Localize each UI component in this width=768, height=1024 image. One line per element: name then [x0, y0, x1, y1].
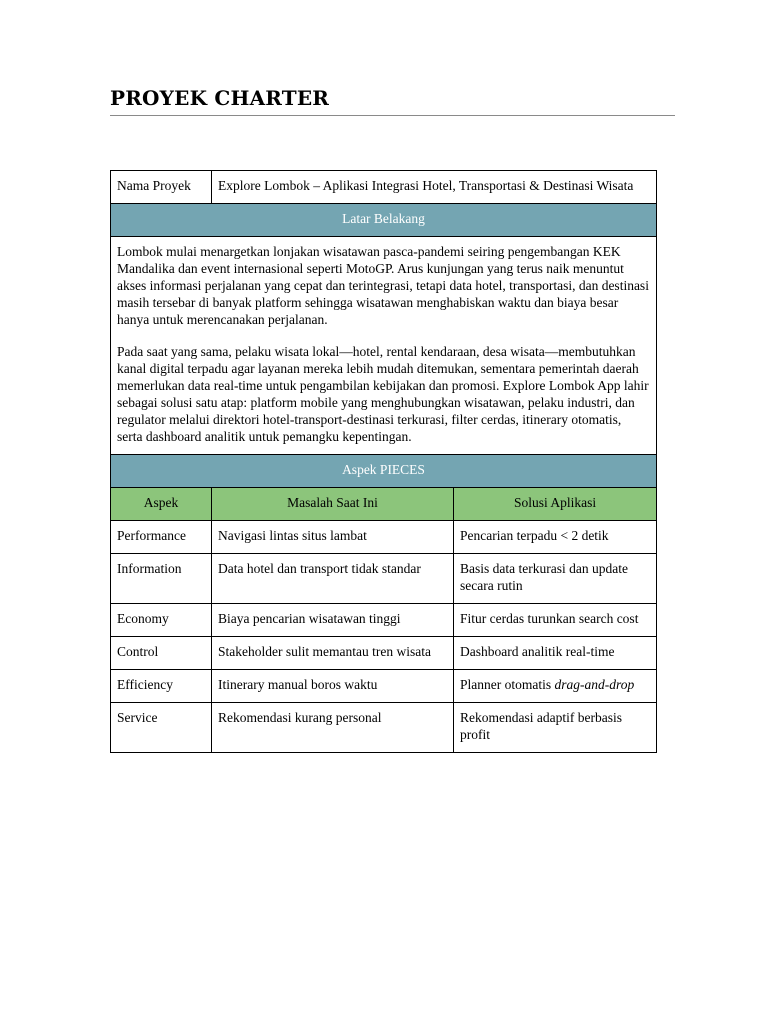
table-row — [111, 604, 657, 637]
table-row — [111, 521, 657, 554]
aspect-cell: Economy — [111, 604, 212, 637]
problem-cell: Itinerary manual boros waktu — [212, 670, 454, 703]
solution-text: Planner otomatis — [460, 677, 555, 692]
problem-cell: Biaya pencarian wisatawan tinggi — [212, 604, 454, 637]
aspect-cell: Efficiency — [111, 670, 212, 703]
problem-cell: Navigasi lintas situs lambat — [212, 521, 454, 554]
project-name-label: Nama Proyek — [111, 171, 212, 204]
aspect-cell: Performance — [111, 521, 212, 554]
background-paragraph: Pada saat yang sama, pelaku wisata lokal—hotel, rental kendaraan, desa wisata—membutuhkan kanal digital terpadu agar layanan mereka lebih mudah ditemukan, sementara pemerintah daerah memerlukan data real-time untuk pengambilan kebijakan dan promosi. Explore Lombok App lahir sebagai solusi satu atap: platform mobile yang menghubungkan wisatawan, pelaku industri, dan regulator melalui direktori hotel-transport-destinasi terkurasi, filter cerdas, itinerary otomatis, serta dashboard analitik untuk pemangku kepentingan. — [117, 344, 649, 444]
problem-cell: Stakeholder sulit memantau tren wisata — [212, 637, 454, 670]
table-row — [111, 554, 657, 604]
table-row — [111, 703, 657, 753]
aspect-cell: Service — [111, 703, 212, 753]
solution-cell: Basis data terkurasi dan update secara rutin — [454, 554, 657, 604]
title-divider — [110, 115, 675, 116]
problem-cell: Data hotel dan transport tidak standar — [212, 554, 454, 604]
pieces-header-row — [111, 488, 657, 521]
charter-table — [110, 170, 657, 753]
background-heading-row — [111, 204, 657, 237]
column-header-masalah: Masalah Saat Ini — [212, 488, 454, 521]
aspect-cell: Control — [111, 637, 212, 670]
solution-cell — [454, 670, 657, 703]
background-body — [111, 237, 657, 455]
background-paragraph: Lombok mulai menargetkan lonjakan wisatawan pasca-pandemi seiring pengembangan KEK Mandalika dan event internasional seperti MotoGP. Arus kunjungan yang terus naik menuntut akses informasi perjalanan yang cepat dan terintegrasi, tetapi data hotel, transportasi, dan destinasi masih tersebar di banyak platform sehingga wisatawan menghabiskan waktu dan biaya besar hanya untuk merencanakan perjalanan. — [117, 244, 649, 327]
project-name-value: Explore Lombok – Aplikasi Integrasi Hotel, Transportasi & Destinasi Wisata — [212, 171, 657, 204]
column-header-solusi: Solusi Aplikasi — [454, 488, 657, 521]
solution-emphasis: drag-and-drop — [554, 677, 635, 692]
table-row — [111, 670, 657, 703]
solution-cell: Pencarian terpadu < 2 detik — [454, 521, 657, 554]
page-title: PROYEK CHARTER — [110, 86, 330, 110]
table-row — [111, 637, 657, 670]
project-name-row — [111, 171, 657, 204]
solution-cell: Rekomendasi adaptif berbasis profit — [454, 703, 657, 753]
solution-cell: Fitur cerdas turunkan search cost — [454, 604, 657, 637]
background-heading: Latar Belakang — [111, 204, 657, 237]
background-body-row — [111, 237, 657, 455]
pieces-heading-row — [111, 455, 657, 488]
solution-cell: Dashboard analitik real-time — [454, 637, 657, 670]
problem-cell: Rekomendasi kurang personal — [212, 703, 454, 753]
column-header-aspek: Aspek — [111, 488, 212, 521]
pieces-heading: Aspek PIECES — [111, 455, 657, 488]
aspect-cell: Information — [111, 554, 212, 604]
